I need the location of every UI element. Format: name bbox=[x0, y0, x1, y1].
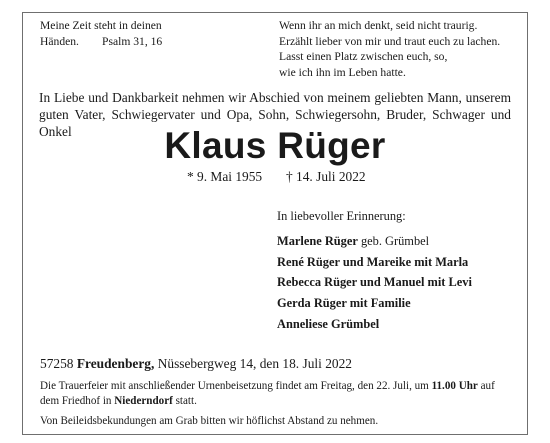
mourner-name: Gerda Rüger mit Familie bbox=[277, 296, 411, 311]
mourner-entry bbox=[277, 272, 472, 293]
deceased-name: Klaus Rüger bbox=[164, 125, 386, 166]
mourner-entry bbox=[277, 293, 411, 314]
funeral-notice-text: statt. bbox=[175, 395, 197, 407]
memory-label: In liebevoller Erinnerung: bbox=[277, 209, 406, 223]
mourner-entry bbox=[277, 231, 429, 252]
mourner-name: René Rüger und Mareike mit Marla bbox=[277, 254, 469, 269]
address-line bbox=[40, 356, 352, 372]
verse-right-line2: Erzählt lieber von mir und traut euch zu lachen. bbox=[279, 34, 501, 48]
mourner-name: Marlene Rüger bbox=[277, 234, 358, 248]
mourner-name: Anneliese Grümbel bbox=[277, 316, 380, 331]
condolence-notice: Von Beileidsbekundungen am Grab bitten wir höflichst Abstand zu nehmen. bbox=[40, 415, 379, 427]
funeral-time: 11.00 Uhr bbox=[431, 380, 478, 392]
funeral-place: Niederndorf bbox=[114, 395, 173, 407]
birth-date: * 9. Mai 1955 bbox=[187, 169, 263, 184]
verse-left-reference: Psalm 31, 16 bbox=[102, 35, 163, 48]
funeral-notice-text: auf bbox=[480, 380, 495, 392]
address-city: Freudenberg, bbox=[76, 356, 155, 371]
verse-right-line3: Lasst einen Platz zwischen euch, so, bbox=[279, 50, 448, 63]
intro-line2: guten Vater, Schwiegervater und Opa, Sohn, Schwiegersohn, Bruder, Schwager und Onkel bbox=[39, 107, 511, 139]
mourner-suffix: geb. Grümbel bbox=[357, 234, 430, 248]
mourner-name: Rebecca Rüger und Manuel mit Levi bbox=[277, 275, 472, 290]
verse-right-line1: Wenn ihr an mich denkt, seid nicht traurig. bbox=[279, 19, 478, 32]
address-zip: 57258 bbox=[40, 356, 74, 371]
death-date: † 14. Juli 2022 bbox=[286, 169, 366, 184]
verse-right-line4: wie ich ihn im Leben hatte. bbox=[279, 65, 406, 79]
funeral-notice-text: dem Friedhof in bbox=[40, 395, 112, 407]
verse-left-line1: Meine Zeit steht in deinen bbox=[40, 19, 162, 32]
mourner-entry bbox=[277, 314, 379, 335]
verse-left-line2-word: Händen. bbox=[40, 35, 79, 48]
address-street-date: Nüssebergweg 14, den 18. Juli 2022 bbox=[157, 356, 352, 371]
funeral-notice-text: Die Trauerfeier mit anschließender Urnenbeisetzung findet am Freitag, den 22. Juli, um bbox=[40, 380, 429, 392]
mourner-entry bbox=[277, 252, 468, 273]
intro-line1: In Liebe und Dankbarkeit nehmen wir Abschied von meinem geliebten Mann, unserem bbox=[39, 90, 511, 105]
funeral-notice-line1 bbox=[40, 379, 495, 394]
funeral-notice-line2 bbox=[40, 394, 197, 409]
